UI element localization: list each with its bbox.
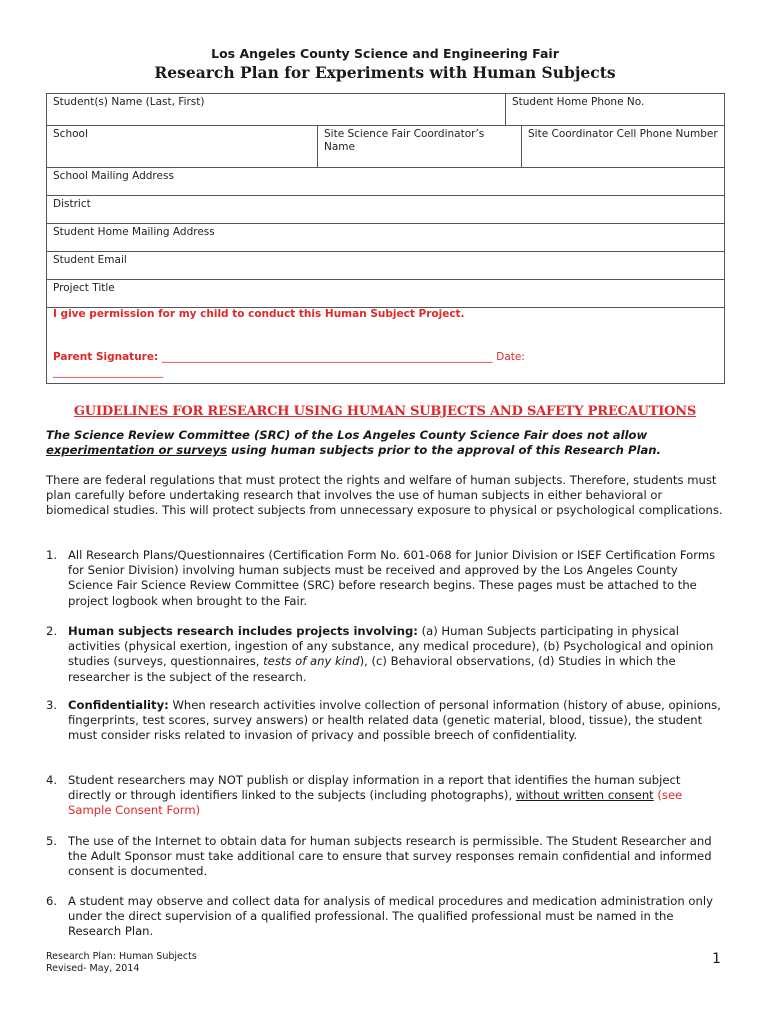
item-text: The use of the Internet to obtain data for human subjects research is permissible. The Student Researcher and the Adult Sponsor must take additional care to ensure that survey responses remain confidential and informed consent is documented. (68, 834, 712, 879)
intro-text-underlined: experimentation or surveys (46, 443, 227, 457)
guideline-item-3 (46, 698, 726, 744)
project-title-field[interactable] (47, 280, 724, 307)
district-field[interactable] (47, 196, 724, 223)
item3-bold: Confidentiality: (68, 698, 169, 712)
district-label: District (53, 198, 91, 210)
item-number: 2. (46, 624, 58, 638)
form-row-school-address (47, 168, 724, 196)
item3-text: When research activities involve collection of personal information (history of abuse, opinions, fingerprints, test scores, survey answers) or health related data (genetic material, blood, tissue), the student must consider risks related to invasion of privacy and possible breech of confidentiality. (68, 698, 721, 743)
item-text: A student may observe and collect data for analysis of medical procedures and medication administration only under the direct supervision of a qualified professional. The qualified professional must be named in the Research Plan. (68, 894, 713, 939)
form-row-project-title (47, 280, 724, 308)
coordinator-phone-field[interactable] (521, 126, 724, 167)
guideline-item-6 (46, 894, 726, 940)
src-intro (46, 428, 726, 458)
fair-name: Los Angeles County Science and Engineering Fair (211, 46, 559, 61)
item-text: All Research Plans/Questionnaires (Certification Form No. 601-068 for Junior Division or ISEF Certification Forms for Senior Division) involving human subjects must be received and approved by the Los Angeles County Science Fair Science Review Committee (SRC) before research begins. These pages must be attached to the project logbook when brought to the Fair. (68, 548, 716, 608)
item-number: 5. (46, 834, 58, 848)
guideline-item-1 (46, 548, 726, 609)
student-name-label: Student(s) Name (Last, First) (53, 96, 205, 108)
signature-label: Parent Signature: (53, 351, 159, 363)
form-title: Research Plan for Experiments with Human Subjects (154, 63, 616, 82)
parent-signature-line[interactable] (53, 351, 525, 363)
form-row-name (47, 94, 724, 126)
footer-line-1: Research Plan: Human Subjects (46, 951, 197, 962)
school-field[interactable] (47, 126, 317, 167)
item4-underlined: without written consent (515, 788, 654, 803)
sample-consent-form-link[interactable]: (see Sample Consent Form) (68, 788, 683, 818)
coordinator-name-field[interactable] (317, 126, 521, 167)
coordinator-phone-label: Site Coordinator Cell Phone Number (528, 128, 718, 140)
home-address-field[interactable] (47, 224, 724, 251)
regulations-paragraph: There are federal regulations that must protect the rights and welfare of human subjects. Therefore, students must plan carefully before undertaking research that involves the use of human subjects in either behavioral or biomedical studies. This will protect subjects from unnecessary exposure to physical or psychological complications. (46, 473, 723, 518)
item-number: 4. (46, 773, 58, 787)
form-row-email (47, 252, 724, 280)
intro-text-c: using human subjects prior to the approval of this Research Plan. (227, 443, 661, 457)
item-text (68, 698, 726, 744)
footer-line-2: Revised- May, 2014 (46, 963, 140, 974)
item2-text-a: (a) Human Subjects participating in physical activities (physical exertion, ingestion of any substance, any medical procedure), (b) Psychological and opinion studies (surveys, questionnaires, (68, 624, 714, 669)
signature-blank[interactable]: _______________________________________________________________ (161, 351, 493, 363)
form-row-school (47, 126, 724, 168)
permission-statement: I give permission for my child to conduct this Human Subject Project. (53, 308, 465, 320)
item-number: 1. (46, 548, 58, 562)
home-phone-field[interactable] (505, 94, 724, 125)
item-text (68, 624, 726, 685)
page-footer (46, 951, 197, 975)
item2-text-b: ), (c) Behavioral observations, (d) Studies in which the researcher is the subject of the research. (68, 654, 676, 684)
intro-text-a: The Science Review Committee (SRC) of the Los Angeles County Science Fair does not allow (46, 428, 648, 442)
date-blank[interactable]: _____________________ (53, 366, 164, 378)
guideline-item-2 (46, 624, 726, 685)
item2-bold: Human subjects research includes projects involving: (68, 624, 418, 638)
school-address-field[interactable] (47, 168, 724, 195)
item2-italic: tests of any kind (263, 654, 360, 669)
form-row-district (47, 196, 724, 224)
coordinator-name-label: Site Science Fair Coordinator’s Name (324, 128, 485, 153)
page-number: 1 (712, 951, 721, 967)
item-number: 6. (46, 894, 58, 908)
guideline-item-5 (46, 834, 726, 880)
item-text (68, 773, 726, 819)
home-phone-label: Student Home Phone No. (512, 96, 645, 108)
home-address-label: Student Home Mailing Address (53, 226, 215, 238)
email-field[interactable] (47, 252, 724, 279)
guidelines-title: GUIDELINES FOR RESEARCH USING HUMAN SUBJECTS AND SAFETY PRECAUTIONS (73, 404, 697, 419)
item-number: 3. (46, 698, 58, 712)
item4-text: Student researchers may NOT publish or display information in a report that identifies the human subject directly or through identifiers linked to the subjects (including photographs), (68, 773, 681, 803)
school-address-label: School Mailing Address (53, 170, 174, 182)
student-name-field[interactable] (47, 94, 505, 125)
student-info-form (46, 93, 725, 384)
project-title-label: Project Title (53, 282, 115, 294)
guideline-item-4 (46, 773, 726, 819)
email-label: Student Email (53, 254, 127, 266)
form-row-home-address (47, 224, 724, 252)
school-label: School (53, 128, 88, 140)
date-label: Date: (496, 351, 525, 363)
